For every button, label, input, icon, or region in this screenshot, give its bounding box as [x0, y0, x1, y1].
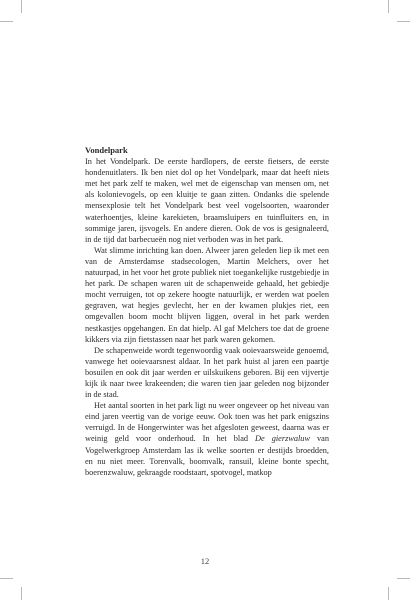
- crop-mark-bottom-left-horizontal: [0, 578, 13, 579]
- page-body: [85, 145, 329, 478]
- text-column: [85, 156, 329, 478]
- crop-mark-top-left: [21, 0, 22, 13]
- body-paragraph: [85, 245, 329, 345]
- crop-mark-bottom-right: [388, 587, 389, 600]
- crop-mark-top-right: [388, 0, 389, 13]
- section-heading: Vondelpark: [85, 145, 128, 155]
- crop-mark-top-left-horizontal: [0, 21, 13, 22]
- paragraph-text: Wat slimme inrichting kan doen. Alweer jaren geleden liep ik met een van de Amsterdamse stadsecologen, Martin Melchers, over het natuurpad, in het voor het grote publiek niet toegankelijke rustgebiedje in het park. De schapen waren uit de schapenweide gehaald, het gebiedje mocht verruigen, tot op zekere hoogte natuurlijk, er werden wat poelen gegraven, wat hegjes gevlecht, her en der kwamen plukjes riet, een omgevallen boom mocht blijven liggen, overal in het park werden nestkastjes opgehangen. En dat hielp. Al gaf Melchers toe dat de groene kikkers via zijn fietstassen naar het park waren gekomen.: [85, 245, 329, 344]
- paragraph-text: In het Vondelpark. De eerste hardlopers, de eerste fietsers, de eerste hondenuitlaters. Ik ben niet dol op het Vondelpark, maar dat heeft niets met het park zelf te maken, wel met de eigenschap van mensen om, net als kolonievogels, op een kluitje te gaan zitten. Ondanks die spelende mensexplosie telt het Vondelpark best veel vogelsoorten, waaronder waterhoentjes, kleine karekieten, braamsluipers en tuinfluiters en, in sommige jaren, ijsvogels. En andere dieren. Ook de vos is gesignaleerd, in de tijd dat barbecueën nog niet verboden was in het park.: [85, 157, 329, 244]
- paragraph-text: De schapenweide wordt tegenwoordig vaak ooievaarsweide genoemd, vanwege het ooievaarsnest aldaar. In het park huist al jaren een paartje bosuilen en ook dit jaar werden er uilskuikens geboren. Bij een vijvertje kijk ik naar twee krakeenden; die waren tien jaar geleden nog bijzonder in de stad.: [85, 345, 329, 400]
- page-number: 12: [200, 556, 210, 566]
- crop-mark-top-right-horizontal: [397, 21, 410, 22]
- paragraph-text: Het aantal soorten in het park ligt nu weer ongeveer op het niveau van eind jaren veertig van de vorige eeuw. Ook toen was het park enigszins verruigd. In de Hongerwinter was het afgesloten geweest, daarna was er weinig geld voor onderhoud. In het blad: [85, 401, 329, 444]
- paragraph-text: van Vogelwerkgroep Amsterdam las ik welke soorten er destijds broedden, en nu niet meer. Torenvalk, boomvalk, ransuil, kleine bonte specht, boerenzwaluw, gekraagde roodstaart, spotvogel, matkop: [85, 434, 329, 477]
- body-paragraph: [85, 345, 329, 400]
- crop-mark-bottom-left: [21, 587, 22, 600]
- crop-mark-bottom-right-horizontal: [397, 578, 410, 579]
- body-paragraph: [85, 400, 329, 478]
- body-paragraph: [85, 156, 329, 245]
- publication-title: De gierzwaluw: [255, 434, 310, 444]
